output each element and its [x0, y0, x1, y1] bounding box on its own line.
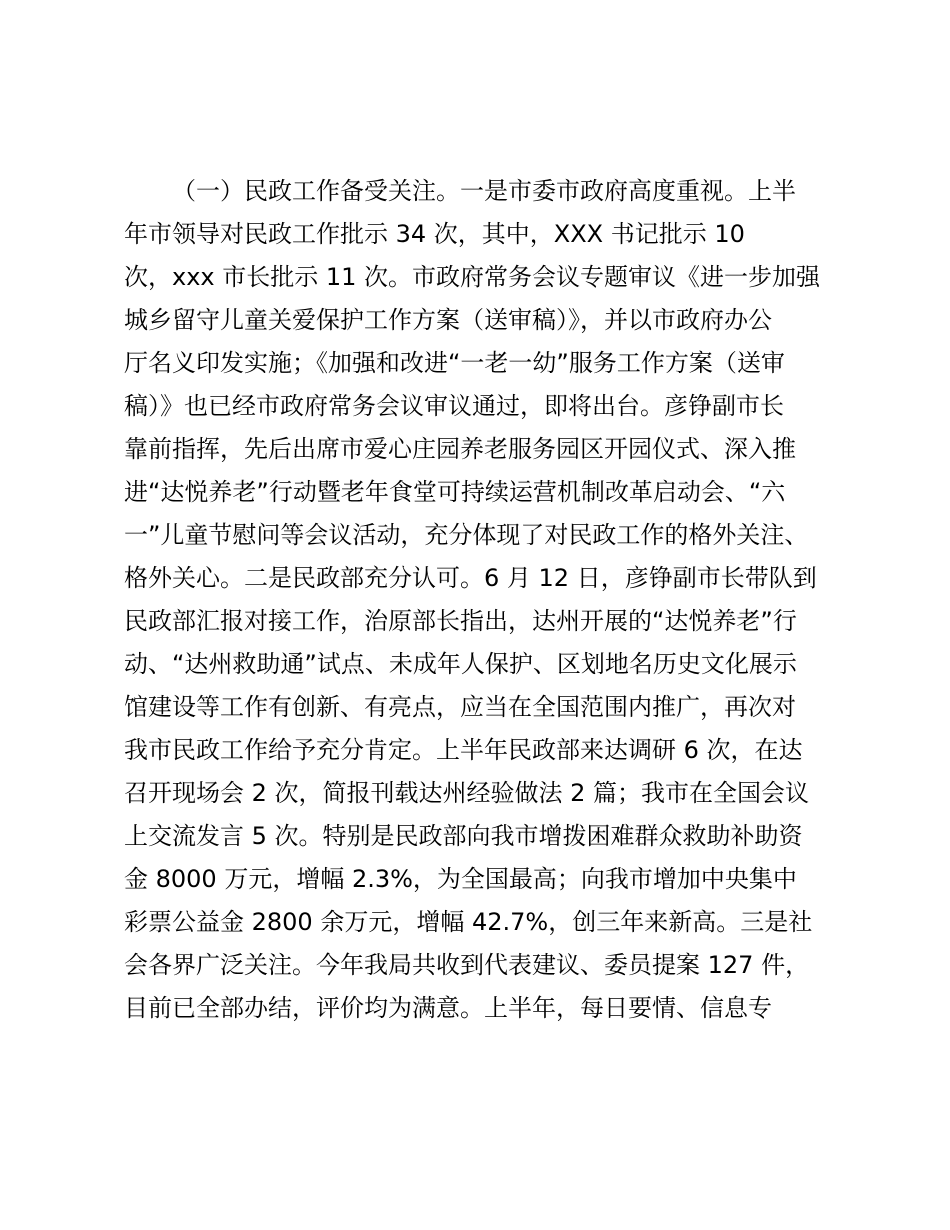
text-line: 馆建设等工作有创新、有亮点，应当在全国范围内推广，再次对: [124, 693, 796, 721]
text-line: 我市民政工作给予充分肯定。上半年民政部来达调研 6 次，在达: [124, 736, 803, 764]
body-paragraph: [124, 170, 844, 1030]
text-line: 动、“达州救助通”试点、未成年人保护、区划地名历史文化展示: [124, 650, 797, 678]
text-line: 召开现场会 2 次，简报刊载达州经验做法 2 篇；我市在全国会议: [124, 779, 810, 807]
text-line: 一”儿童节慰问等会议活动，充分体现了对民政工作的格外关注、: [124, 521, 809, 549]
text-line: 会各界广泛关注。今年我局共收到代表建议、委员提案 127 件，: [124, 951, 810, 979]
text-line: 厅名义印发实施；《加强和改进“一老一幼”服务工作方案（送审: [124, 349, 785, 377]
text-line: 年市领导对民政工作批示 34 次，其中，XXX 书记批示 10: [124, 220, 745, 248]
text-line: 上交流发言 5 次。特别是民政部向我市增拨困难群众救助补助资: [124, 822, 803, 850]
text-line: 进“达悦养老”行动暨老年食堂可持续运营机制改革启动会、“六: [124, 478, 786, 506]
text-line: 民政部汇报对接工作，治原部长指出，达州开展的“达悦养老”行: [124, 607, 797, 635]
text-line: 目前已全部办结，评价均为满意。上半年，每日要情、信息专: [124, 994, 772, 1022]
text-line: 城乡留守儿童关爱保护工作方案（送审稿）》，并以市政府办公: [124, 306, 772, 334]
text-line: 靠前指挥，先后出席市爱心庄园养老服务园区开园仪式、深入推: [124, 435, 796, 463]
text-line: 金 8000 万元，增幅 2.3%，为全国最高；向我市增加中央集中: [124, 865, 797, 893]
text-line: （一）民政工作备受关注。一是市委市政府高度重视。上半: [172, 177, 796, 205]
text-line: 彩票公益金 2800 余万元，增幅 42.7%，创三年来新高。三是社: [124, 908, 813, 936]
text-line: 次，xxx 市长批示 11 次。市政府常务会议专题审议《进一步加强: [124, 263, 821, 291]
text-line: 稿）》也已经市政府常务会议审议通过，即将出台。彦铮副市长: [124, 392, 784, 420]
text-line: 格外关心。二是民政部充分认可。6 月 12 日，彦铮副市长带队到: [124, 564, 817, 592]
